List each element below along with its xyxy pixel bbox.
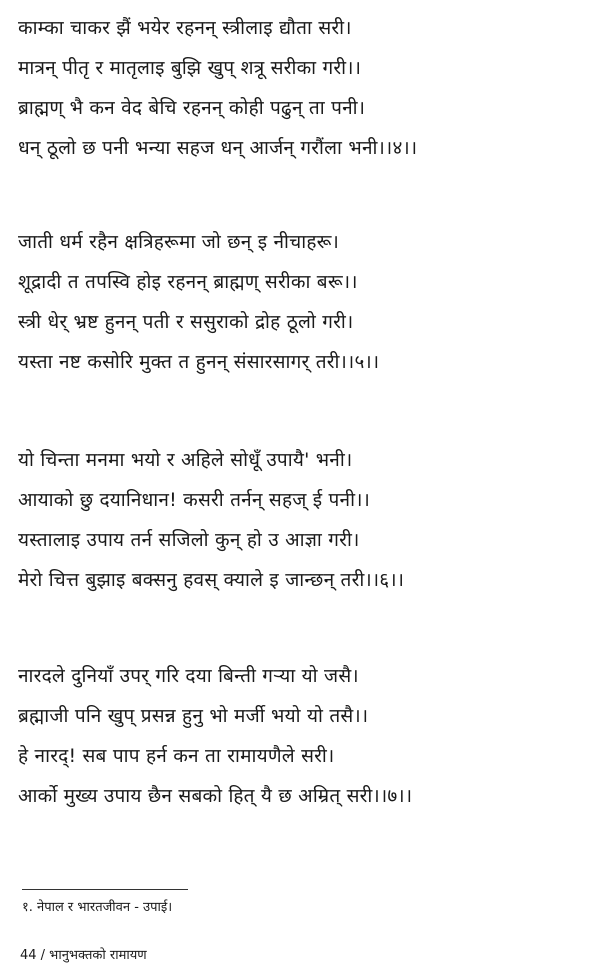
verse-line: शूद्रादी त तपस्वि होइ रहनन् ब्राह्मण् सरीका बरू।। — [18, 271, 358, 293]
footnote: १. नेपाल र भारतजीवन - उपाई। — [22, 900, 173, 915]
verse-line: यस्तालाइ उपाय तर्न सजिलो कुन् हो उ आज्ञा गरी। — [18, 529, 360, 551]
verse-line: स्त्री धेर् भ्रष्ट हुनन् पती र ससुराको द्रोह ठूलो गरी। — [18, 311, 354, 333]
page-number-footer: 44 / भानुभक्तको रामायण — [20, 948, 147, 963]
verse-line: मात्रन् पीतृ र मातृलाइ बुझि खुप् शत्रू सरीका गरी।। — [18, 57, 362, 79]
verse-stanza-4 — [18, 8, 588, 168]
verse-line: ब्रह्माजी पनि खुप् प्रसन्न हुनु भो मर्जी भयो यो तसै।। — [18, 705, 369, 727]
verse-line: आर्को मुख्य उपाय छैन सबको हित् यै छ अम्रित् सरी।।७।। — [18, 785, 413, 807]
verse-line: नारदले दुनियाँ उपर् गरि दया बिन्ती गऱ्या यो जसै। — [18, 665, 359, 687]
footnote-divider — [22, 889, 188, 890]
verse-stanza-7 — [18, 656, 588, 816]
verse-line: मेरो चित्त बुझाइ बक्सनु हवस् क्याले इ जान्छन् तरी।।६।। — [18, 569, 405, 591]
verse-line: यो चिन्ता मनमा भयो र अहिले सोधूँ उपायै' भनी। — [18, 449, 353, 471]
verse-line: यस्ता नष्ट कसोरि मुक्त त हुनन् संसारसागर् तरी।।५।। — [18, 351, 380, 373]
verse-line: हे नारद्! सब पाप हर्न कन ता रामायणैले सरी। — [18, 745, 335, 767]
verse-stanza-6 — [18, 440, 588, 600]
verse-line: धन् ठूलो छ पनी भन्या सहज धन् आर्जन् गरौंला भनी।।४।। — [18, 137, 418, 159]
verse-stanza-5 — [18, 222, 588, 382]
verse-line: आयाको छु दयानिधान! कसरी तर्नन् सहज् ई पनी।। — [18, 489, 371, 511]
verse-line: काम्का चाकर झैं भयेर रहनन् स्त्रीलाइ द्यौता सरी। — [18, 17, 352, 39]
verse-line: ब्राह्मण् भै कन वेद बेचि रहनन् कोही पढुन् ता पनी। — [18, 97, 366, 119]
verse-line: जाती धर्म रहैन क्षत्रिहरूमा जो छन् इ नीचाहरू। — [18, 231, 339, 253]
